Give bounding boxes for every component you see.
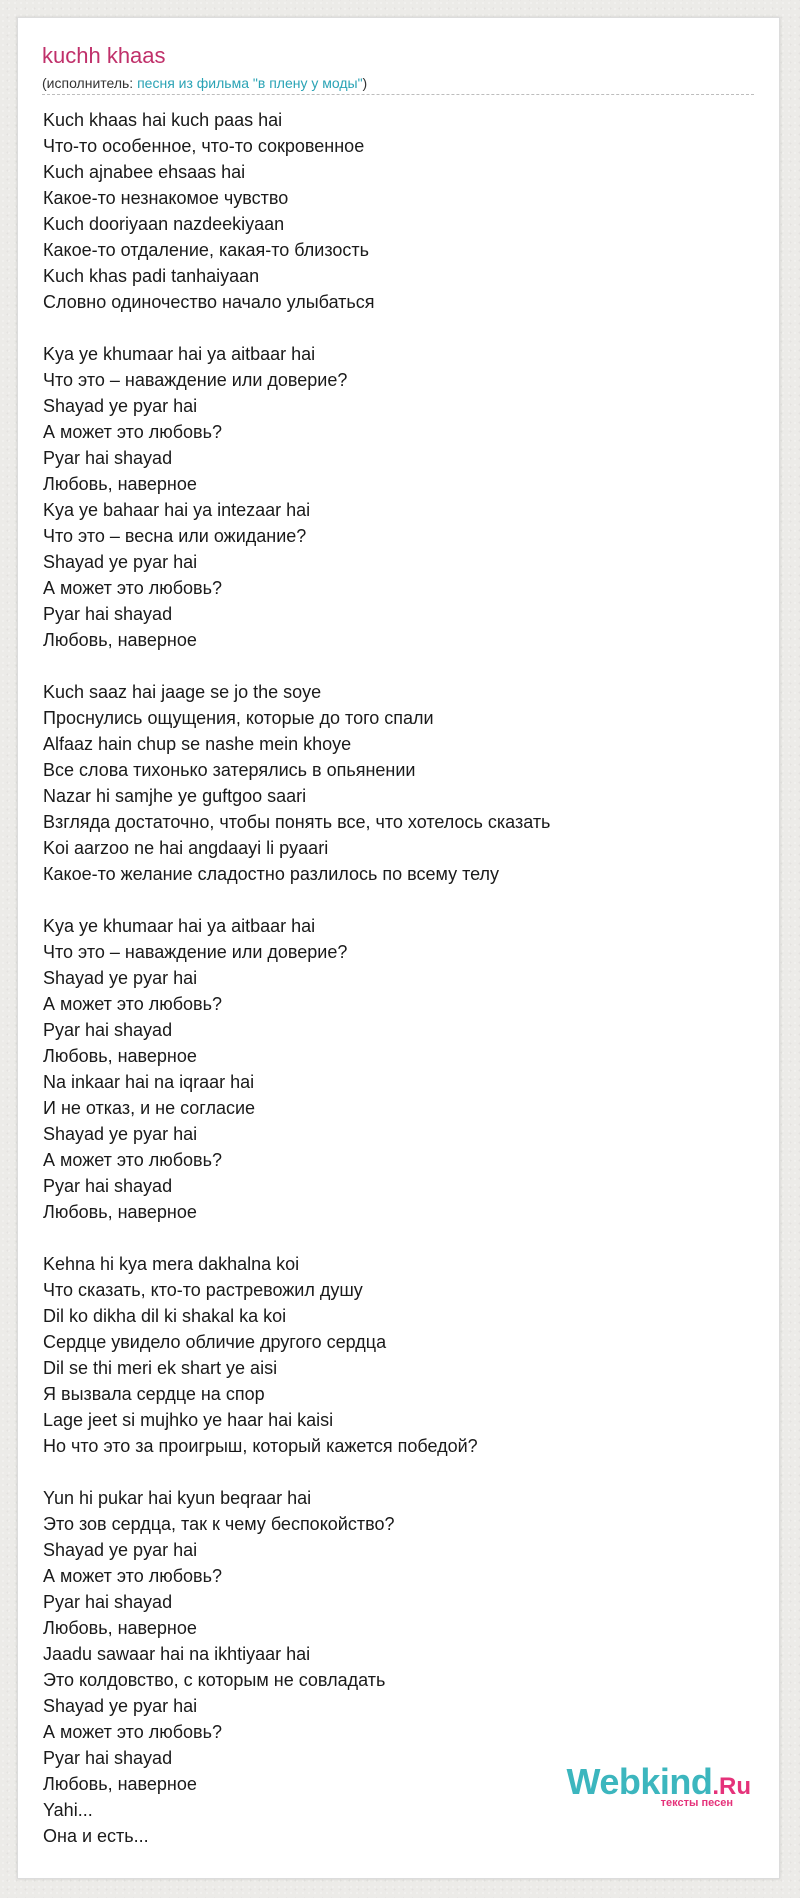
logo-name: Webkind [566, 1761, 713, 1802]
lyric-line: Любовь, наверное [43, 474, 197, 494]
lyric-line: Она и есть... [43, 1826, 149, 1846]
lyric-line: Сердце увидело обличие другого сердца [43, 1332, 387, 1352]
lyric-line: Pyar hai shayad [43, 448, 173, 468]
lyric-line: Shayad ye pyar hai [43, 968, 198, 988]
title-divider [42, 94, 754, 95]
lyric-line: Shayad ye pyar hai [43, 552, 198, 572]
lyric-line: Kuch dooriyaan nazdeekiyaan [43, 214, 285, 234]
lyric-line: Kehna hi kya mera dakhalna koi [43, 1254, 300, 1274]
lyric-line: Alfaaz hain chup se nashe mein khoye [43, 734, 352, 754]
lyric-line: А может это любовь? [43, 994, 223, 1014]
lyric-line: Но что это за проигрыш, который кажется победой? [43, 1436, 478, 1456]
lyric-line: А может это любовь? [43, 578, 223, 598]
lyric-line: Что-то особенное, что-то сокровенное [43, 136, 365, 156]
lyric-line: Dil se thi meri ek shart ye aisi [43, 1358, 278, 1378]
lyric-line: Какое-то незнакомое чувство [43, 188, 289, 208]
lyric-line: Shayad ye pyar hai [43, 396, 198, 416]
lyric-line: Kya ye khumaar hai ya aitbaar hai [43, 344, 316, 364]
lyrics-stanza [43, 913, 755, 1225]
lyric-line: Все слова тихонько затерялись в опьянении [43, 760, 416, 780]
lyric-line: Dil ko dikha dil ki shakal ka koi [43, 1306, 287, 1326]
logo-tld: .Ru [712, 1773, 751, 1800]
lyric-line: Na inkaar hai na iqraar hai [43, 1072, 255, 1092]
lyric-line: Kuch khas padi tanhaiyaan [43, 266, 260, 286]
lyric-line: Pyar hai shayad [43, 1748, 173, 1768]
lyric-line: Kya ye bahaar hai ya intezaar hai [43, 500, 311, 520]
site-logo[interactable] [566, 1761, 751, 1809]
lyric-line: Jaadu sawaar hai na ikhtiyaar hai [43, 1644, 311, 1664]
lyrics-stanza [43, 107, 755, 315]
lyric-line: Yahi... [43, 1800, 93, 1820]
lyric-line: Kya ye khumaar hai ya aitbaar hai [43, 916, 316, 936]
lyric-line: Shayad ye pyar hai [43, 1540, 198, 1560]
lyric-line: Словно одиночество начало улыбаться [43, 292, 375, 312]
lyric-line: Pyar hai shayad [43, 604, 173, 624]
performer-link[interactable]: песня из фильма "в плену у моды" [137, 75, 363, 91]
lyric-line: Pyar hai shayad [43, 1176, 173, 1196]
lyric-line: Любовь, наверное [43, 1774, 197, 1794]
lyric-line: Что это – весна или ожидание? [43, 526, 307, 546]
lyric-line: Nazar hi samjhe ye guftgoo saari [43, 786, 307, 806]
lyric-line: Какое-то желание сладостно разлилось по всему телу [43, 864, 500, 884]
lyric-line: Kuch khaas hai kuch paas hai [43, 110, 283, 130]
lyric-line: Shayad ye pyar hai [43, 1124, 198, 1144]
performer-prefix: (исполнитель: [42, 75, 138, 91]
lyric-line: Что сказать, кто-то растревожил душу [43, 1280, 363, 1300]
lyric-line: Lage jeet si mujhko ye haar hai kaisi [43, 1410, 334, 1430]
lyric-line: Yun hi pukar hai kyun beqraar hai [43, 1488, 312, 1508]
lyric-line: Koi aarzoo ne hai angdaayi li pyaari [43, 838, 329, 858]
lyric-line: Shayad ye pyar hai [43, 1696, 198, 1716]
lyric-line: А может это любовь? [43, 422, 223, 442]
performer-suffix: ) [362, 75, 368, 91]
lyrics-stanza [43, 679, 755, 887]
lyric-line: Проснулись ощущения, которые до того спали [43, 708, 434, 728]
lyrics-stanza [43, 341, 755, 653]
lyric-line: Любовь, наверное [43, 630, 197, 650]
song-title: kuchh khaas [42, 43, 166, 68]
lyric-line: А может это любовь? [43, 1566, 223, 1586]
lyric-line: И не отказ, и не согласие [43, 1098, 256, 1118]
lyric-line: Любовь, наверное [43, 1046, 197, 1066]
lyric-line: Взгляда достаточно, чтобы понять все, что хотелось сказать [43, 812, 551, 832]
lyric-line: Что это – наваждение или доверие? [43, 942, 348, 962]
lyric-line: Это зов сердца, так к чему беспокойство? [43, 1514, 395, 1534]
logo-tagline: тексты песен [660, 1797, 733, 1809]
lyric-line: А может это любовь? [43, 1150, 223, 1170]
performer-line [42, 74, 367, 92]
lyrics-body [43, 107, 755, 1875]
lyric-line: Я вызвала сердце на спор [43, 1384, 265, 1404]
lyric-line: Любовь, наверное [43, 1618, 197, 1638]
lyric-line: Что это – наваждение или доверие? [43, 370, 348, 390]
lyric-line: Kuch saaz hai jaage se jo the soye [43, 682, 322, 702]
lyric-line: Это колдовство, с которым не совладать [43, 1670, 386, 1690]
lyric-line: Pyar hai shayad [43, 1592, 173, 1612]
lyric-line: Любовь, наверное [43, 1202, 197, 1222]
lyric-line: Какое-то отдаление, какая-то близость [43, 240, 370, 260]
lyric-line: Pyar hai shayad [43, 1020, 173, 1040]
lyrics-card [17, 17, 780, 1879]
lyric-line: Kuch ajnabee ehsaas hai [43, 162, 246, 182]
lyric-line: А может это любовь? [43, 1722, 223, 1742]
lyrics-stanza [43, 1251, 755, 1459]
